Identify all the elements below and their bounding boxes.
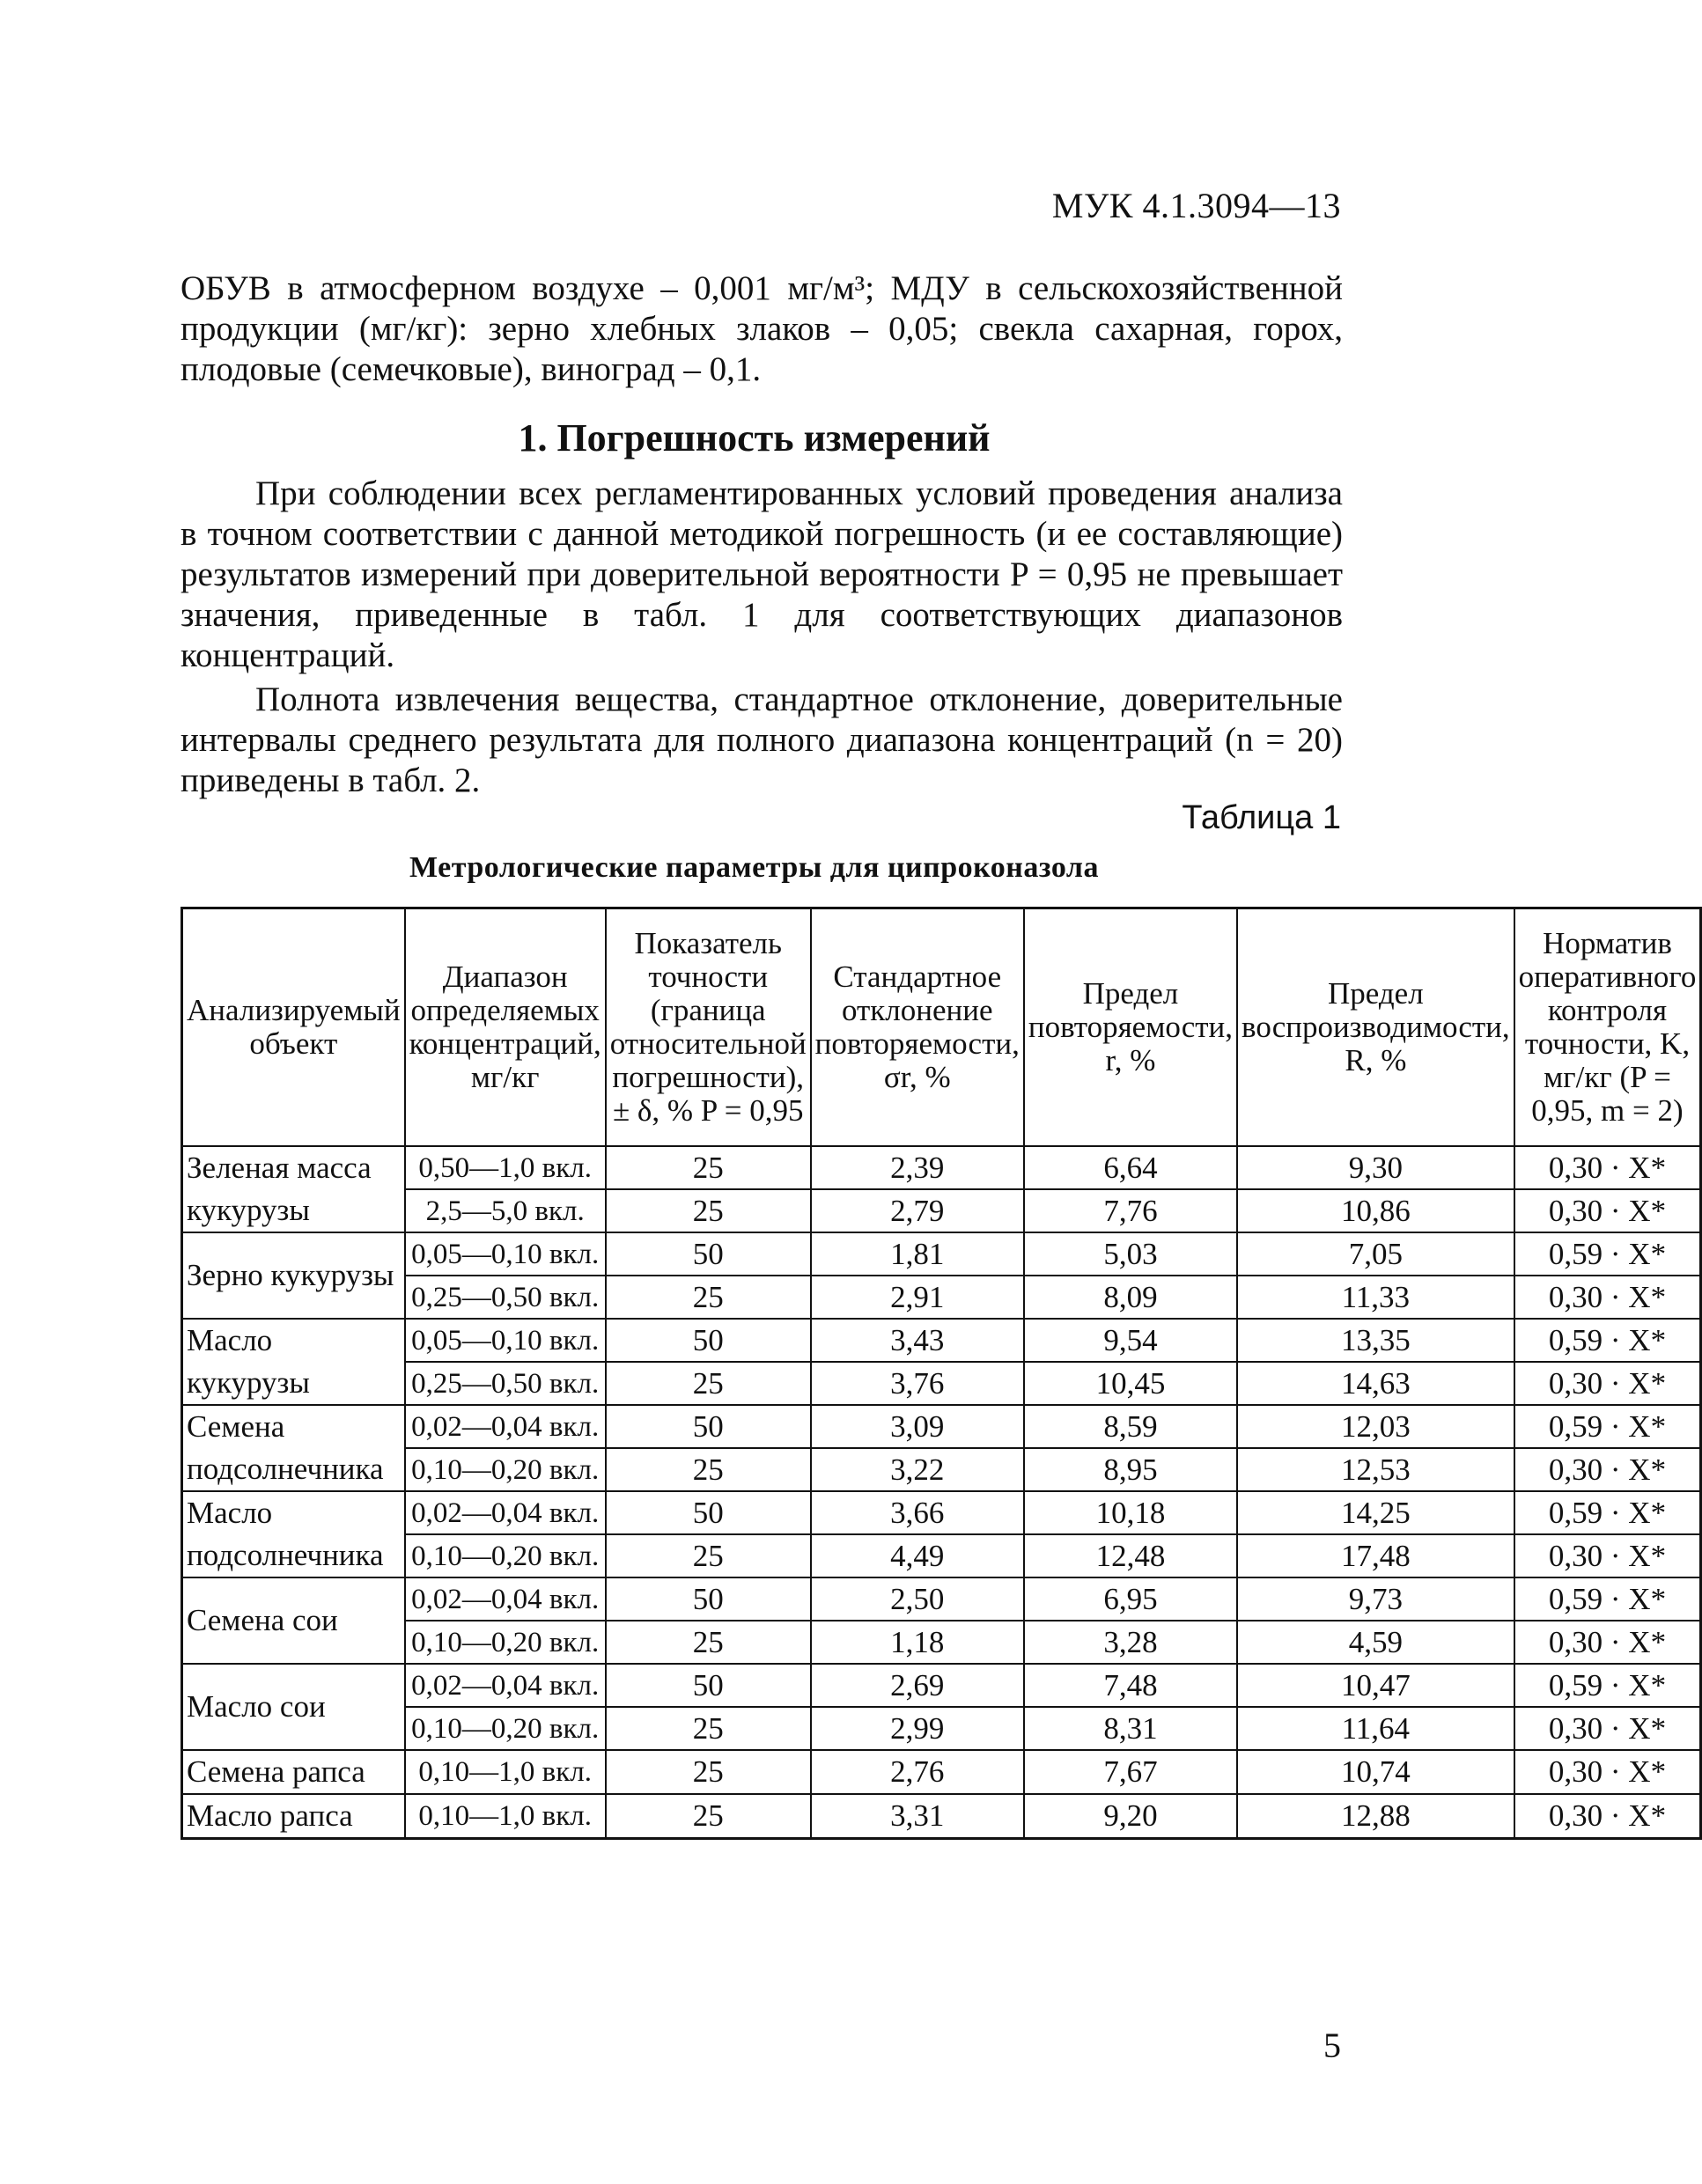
- range-cell: 0,10—1,0 вкл.: [405, 1794, 606, 1839]
- control-norm-cell: 0,30 · X*: [1514, 1794, 1701, 1839]
- accuracy-cell: 25: [606, 1189, 811, 1232]
- std-dev-cell: 3,31: [811, 1794, 1024, 1839]
- paragraph-1: При соблюдении всех регламентированных условий проведения анализа в точном соответствии с данной методикой погрешность (и ее составляющие) результатов измерений при доверительной вероятности P = 0,95 не превышает значения, приведенные в табл. 1 для соответствующих диапазонов концентраций.: [181, 474, 1343, 674]
- repeatability-cell: 5,03: [1024, 1232, 1237, 1276]
- accuracy-cell: 25: [606, 1794, 811, 1839]
- page-number: 5: [1323, 2026, 1341, 2065]
- range-cell: 0,10—0,20 вкл.: [405, 1707, 606, 1750]
- repeatability-cell: 8,09: [1024, 1276, 1237, 1319]
- object-cell: Масло рапса: [182, 1794, 405, 1839]
- object-cell: Масло кукурузы: [182, 1319, 405, 1405]
- std-dev-cell: 3,09: [811, 1405, 1024, 1448]
- accuracy-cell: 25: [606, 1707, 811, 1750]
- range-cell: 0,05—0,10 вкл.: [405, 1232, 606, 1276]
- std-dev-cell: 2,99: [811, 1707, 1024, 1750]
- table-caption: Метрологические параметры для ципроконазола: [409, 851, 1099, 884]
- object-cell: Семена сои: [182, 1577, 405, 1664]
- range-cell: 0,10—0,20 вкл.: [405, 1534, 606, 1577]
- control-norm-cell: 0,59 · X*: [1514, 1664, 1701, 1707]
- table-row: [182, 1750, 1701, 1794]
- repeatability-cell: 8,95: [1024, 1448, 1237, 1491]
- table-row: [182, 1448, 1701, 1491]
- repeatability-cell: 7,48: [1024, 1664, 1237, 1707]
- std-dev-cell: 4,49: [811, 1534, 1024, 1577]
- std-dev-cell: 3,76: [811, 1362, 1024, 1405]
- range-cell: 0,25—0,50 вкл.: [405, 1362, 606, 1405]
- repeatability-cell: 7,76: [1024, 1189, 1237, 1232]
- table-row: [182, 1664, 1701, 1707]
- reproducibility-cell: 11,33: [1237, 1276, 1514, 1319]
- table-row: [182, 1276, 1701, 1319]
- object-cell: Семена рапса: [182, 1750, 405, 1794]
- std-dev-cell: 3,66: [811, 1491, 1024, 1534]
- control-norm-cell: 0,59 · X*: [1514, 1232, 1701, 1276]
- col-header-accuracy: Показатель точности (граница относительной погрешности), ± δ, % P = 0,95: [606, 908, 811, 1147]
- control-norm-cell: 0,30 · X*: [1514, 1276, 1701, 1319]
- control-norm-cell: 0,30 · X*: [1514, 1189, 1701, 1232]
- control-norm-cell: 0,30 · X*: [1514, 1750, 1701, 1794]
- repeatability-cell: 8,31: [1024, 1707, 1237, 1750]
- std-dev-cell: 3,43: [811, 1319, 1024, 1362]
- repeatability-cell: 9,20: [1024, 1794, 1237, 1839]
- accuracy-cell: 25: [606, 1448, 811, 1491]
- reproducibility-cell: 10,74: [1237, 1750, 1514, 1794]
- control-norm-cell: 0,30 · X*: [1514, 1146, 1701, 1189]
- object-cell: Масло сои: [182, 1664, 405, 1750]
- accuracy-cell: 50: [606, 1405, 811, 1448]
- metrology-table: [181, 907, 1702, 1840]
- repeatability-cell: 3,28: [1024, 1621, 1237, 1664]
- range-cell: 0,02—0,04 вкл.: [405, 1491, 606, 1534]
- repeatability-cell: 6,64: [1024, 1146, 1237, 1189]
- std-dev-cell: 2,50: [811, 1577, 1024, 1621]
- reproducibility-cell: 12,88: [1237, 1794, 1514, 1839]
- control-norm-cell: 0,30 · X*: [1514, 1534, 1701, 1577]
- control-norm-cell: 0,30 · X*: [1514, 1621, 1701, 1664]
- range-cell: 0,02—0,04 вкл.: [405, 1405, 606, 1448]
- col-header-range: Диапазон определяемых концентраций, мг/кг: [405, 908, 606, 1147]
- accuracy-cell: 25: [606, 1534, 811, 1577]
- control-norm-cell: 0,59 · X*: [1514, 1577, 1701, 1621]
- object-cell: Семена подсолнечника: [182, 1405, 405, 1491]
- control-norm-cell: 0,30 · X*: [1514, 1362, 1701, 1405]
- std-dev-cell: 1,18: [811, 1621, 1024, 1664]
- accuracy-cell: 25: [606, 1362, 811, 1405]
- table-row: [182, 1621, 1701, 1664]
- range-cell: 0,50—1,0 вкл.: [405, 1146, 606, 1189]
- col-header-repeatability: Предел повторяемости, r, %: [1024, 908, 1237, 1147]
- repeatability-cell: 9,54: [1024, 1319, 1237, 1362]
- section-title: 1. Погрешность измерений: [518, 416, 991, 460]
- reproducibility-cell: 4,59: [1237, 1621, 1514, 1664]
- repeatability-cell: 10,45: [1024, 1362, 1237, 1405]
- table-label: Таблица 1: [1182, 799, 1341, 836]
- object-cell: Зеленая масса кукурузы: [182, 1146, 405, 1232]
- reproducibility-cell: 13,35: [1237, 1319, 1514, 1362]
- intro-paragraph: ОБУВ в атмосферном воздухе – 0,001 мг/м³; МДУ в сельскохозяйственной продукции (мг/кг): зерно хлебных злаков – 0,05; свекла сахарная, горох, плодовые (семечковые), виноград – 0,1.: [181, 269, 1343, 388]
- std-dev-cell: 2,76: [811, 1750, 1024, 1794]
- std-dev-cell: 2,91: [811, 1276, 1024, 1319]
- table-row: [182, 1232, 1701, 1276]
- table-row: [182, 1577, 1701, 1621]
- accuracy-cell: 25: [606, 1621, 811, 1664]
- reproducibility-cell: 12,03: [1237, 1405, 1514, 1448]
- reproducibility-cell: 11,64: [1237, 1707, 1514, 1750]
- document-code: МУК 4.1.3094—13: [1051, 186, 1341, 225]
- table-row: [182, 1362, 1701, 1405]
- col-header-control-norm: Норматив оперативного контроля точности, K, мг/кг (P = 0,95, m = 2): [1514, 908, 1701, 1147]
- accuracy-cell: 25: [606, 1146, 811, 1189]
- col-header-reproducibility: Предел воспроизводимости, R, %: [1237, 908, 1514, 1147]
- std-dev-cell: 2,69: [811, 1664, 1024, 1707]
- table-row: [182, 1189, 1701, 1232]
- reproducibility-cell: 9,30: [1237, 1146, 1514, 1189]
- std-dev-cell: 2,39: [811, 1146, 1024, 1189]
- std-dev-cell: 3,22: [811, 1448, 1024, 1491]
- repeatability-cell: 10,18: [1024, 1491, 1237, 1534]
- range-cell: 0,25—0,50 вкл.: [405, 1276, 606, 1319]
- std-dev-cell: 1,81: [811, 1232, 1024, 1276]
- range-cell: 0,02—0,04 вкл.: [405, 1664, 606, 1707]
- range-cell: 0,10—0,20 вкл.: [405, 1621, 606, 1664]
- table-row: [182, 1491, 1701, 1534]
- object-cell: Масло подсолнечника: [182, 1491, 405, 1577]
- paragraph-2: Полнота извлечения вещества, стандартное отклонение, доверительные интервалы среднего результата для полного диапазона концентраций (n = 20) приведены в табл. 2.: [181, 680, 1343, 799]
- control-norm-cell: 0,59 · X*: [1514, 1491, 1701, 1534]
- repeatability-cell: 7,67: [1024, 1750, 1237, 1794]
- range-cell: 2,5—5,0 вкл.: [405, 1189, 606, 1232]
- table-row: [182, 1146, 1701, 1189]
- reproducibility-cell: 14,63: [1237, 1362, 1514, 1405]
- control-norm-cell: 0,30 · X*: [1514, 1448, 1701, 1491]
- control-norm-cell: 0,59 · X*: [1514, 1405, 1701, 1448]
- col-header-object: Анализируемый объект: [182, 908, 405, 1147]
- reproducibility-cell: 10,86: [1237, 1189, 1514, 1232]
- accuracy-cell: 50: [606, 1491, 811, 1534]
- reproducibility-cell: 14,25: [1237, 1491, 1514, 1534]
- reproducibility-cell: 9,73: [1237, 1577, 1514, 1621]
- reproducibility-cell: 17,48: [1237, 1534, 1514, 1577]
- accuracy-cell: 50: [606, 1664, 811, 1707]
- table-row: [182, 1707, 1701, 1750]
- reproducibility-cell: 12,53: [1237, 1448, 1514, 1491]
- range-cell: 0,05—0,10 вкл.: [405, 1319, 606, 1362]
- accuracy-cell: 50: [606, 1232, 811, 1276]
- reproducibility-cell: 7,05: [1237, 1232, 1514, 1276]
- control-norm-cell: 0,30 · X*: [1514, 1707, 1701, 1750]
- table-row: [182, 1794, 1701, 1839]
- table-row: [182, 1319, 1701, 1362]
- table-row: [182, 1405, 1701, 1448]
- control-norm-cell: 0,59 · X*: [1514, 1319, 1701, 1362]
- repeatability-cell: 6,95: [1024, 1577, 1237, 1621]
- accuracy-cell: 25: [606, 1276, 811, 1319]
- col-header-std-dev: Стандартное отклонение повторяемости, σr, %: [811, 908, 1024, 1147]
- range-cell: 0,02—0,04 вкл.: [405, 1577, 606, 1621]
- repeatability-cell: 8,59: [1024, 1405, 1237, 1448]
- repeatability-cell: 12,48: [1024, 1534, 1237, 1577]
- accuracy-cell: 50: [606, 1577, 811, 1621]
- accuracy-cell: 25: [606, 1750, 811, 1794]
- range-cell: 0,10—0,20 вкл.: [405, 1448, 606, 1491]
- table-body: [182, 1146, 1701, 1839]
- table-row: [182, 1534, 1701, 1577]
- object-cell: Зерно кукурузы: [182, 1232, 405, 1319]
- std-dev-cell: 2,79: [811, 1189, 1024, 1232]
- accuracy-cell: 50: [606, 1319, 811, 1362]
- reproducibility-cell: 10,47: [1237, 1664, 1514, 1707]
- range-cell: 0,10—1,0 вкл.: [405, 1750, 606, 1794]
- table-header-row: [182, 908, 1701, 1147]
